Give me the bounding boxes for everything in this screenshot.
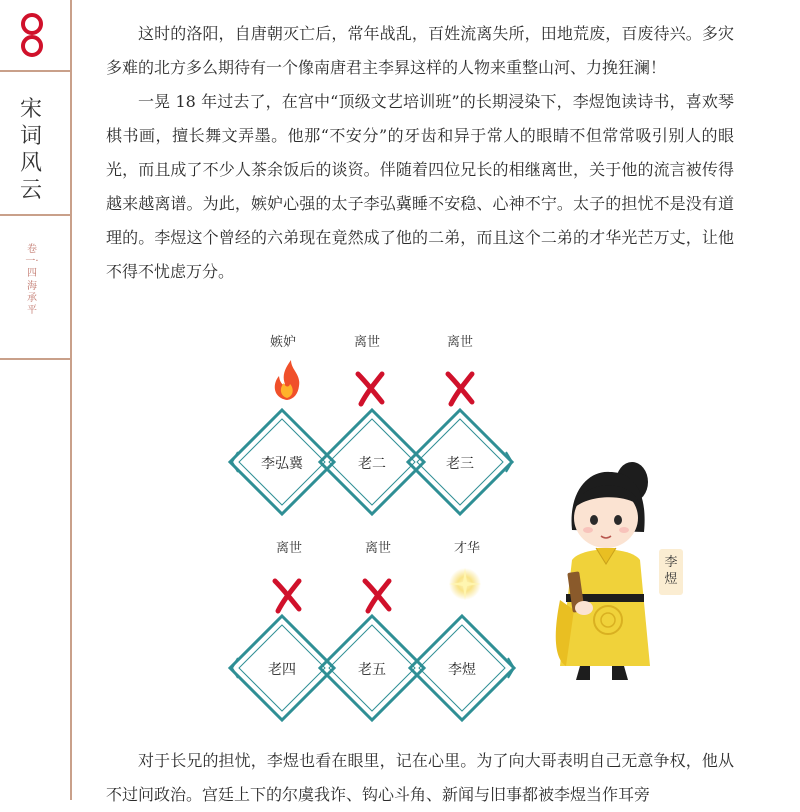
paragraph: 这时的洛阳，自唐朝灭亡后，常年战乱，百姓流离失所，田地荒废，百废待兴。多灾多难的北方多么期待有一个像南唐君主李昪这样的人物来重整山河、力挽狂澜！ [106, 24, 734, 77]
red-cross-icon [365, 581, 389, 611]
status-label: 离世 [275, 541, 302, 556]
chapter-label: 卷一·四海承平 [25, 244, 39, 317]
sibling-name: 老三 [446, 456, 474, 472]
red-cross-icon [448, 374, 472, 404]
li-yu-character-illustration [556, 462, 650, 680]
red-cross-icon [358, 374, 382, 404]
book-title: 宋词风云 [19, 97, 42, 203]
sibling-name: 老五 [358, 662, 386, 678]
fire-icon [275, 360, 300, 400]
status-label: 离世 [364, 541, 391, 556]
status-label: 离世 [353, 335, 380, 350]
sibling-name: 老四 [268, 662, 296, 678]
sibling-name: 李弘冀 [261, 456, 303, 472]
status-label: 离世 [446, 335, 473, 350]
sparkle-icon [449, 568, 481, 600]
paragraph: 对于长兄的担忧，李煜也看在眼里，记在心里。为了向大哥表明自己无意争权，他从不过问政治。宫廷上下的尔虞我诈、钩心斗角、新闻与旧事都被李煜当作耳旁 [106, 751, 734, 804]
red-cross-icon [275, 581, 299, 611]
body-text-bottom [106, 744, 734, 812]
paragraph: 一晃 18 年过去了，在宫中“顶级文艺培训班”的长期浸染下，李煜饱读诗书，喜欢琴棋书画，擅长舞文弄墨。他那“不安分”的牙齿和异于常人的眼睛不但常常吸引别人的眼光，而且成了不少人茶余饭后的谈资。伴随着四位兄长的相继离世，关于他的流言被传得越来越离谱。为此，嫉妒心强的太子李弘冀睡不安稳、心神不宁。太子的担忧不是没有道理的。李煜这个曾经的六弟现在竟然成了他的二弟，而且这个二弟的才华光芒万丈，让他不得不忧虑万分。 [106, 92, 734, 281]
status-label: 嫉妒 [269, 335, 296, 350]
sibling-name: 老二 [358, 456, 386, 472]
character-name-tag: 李煜 [659, 549, 683, 595]
status-label: 才华 [453, 541, 480, 556]
sibling-name: 李煜 [448, 662, 476, 678]
